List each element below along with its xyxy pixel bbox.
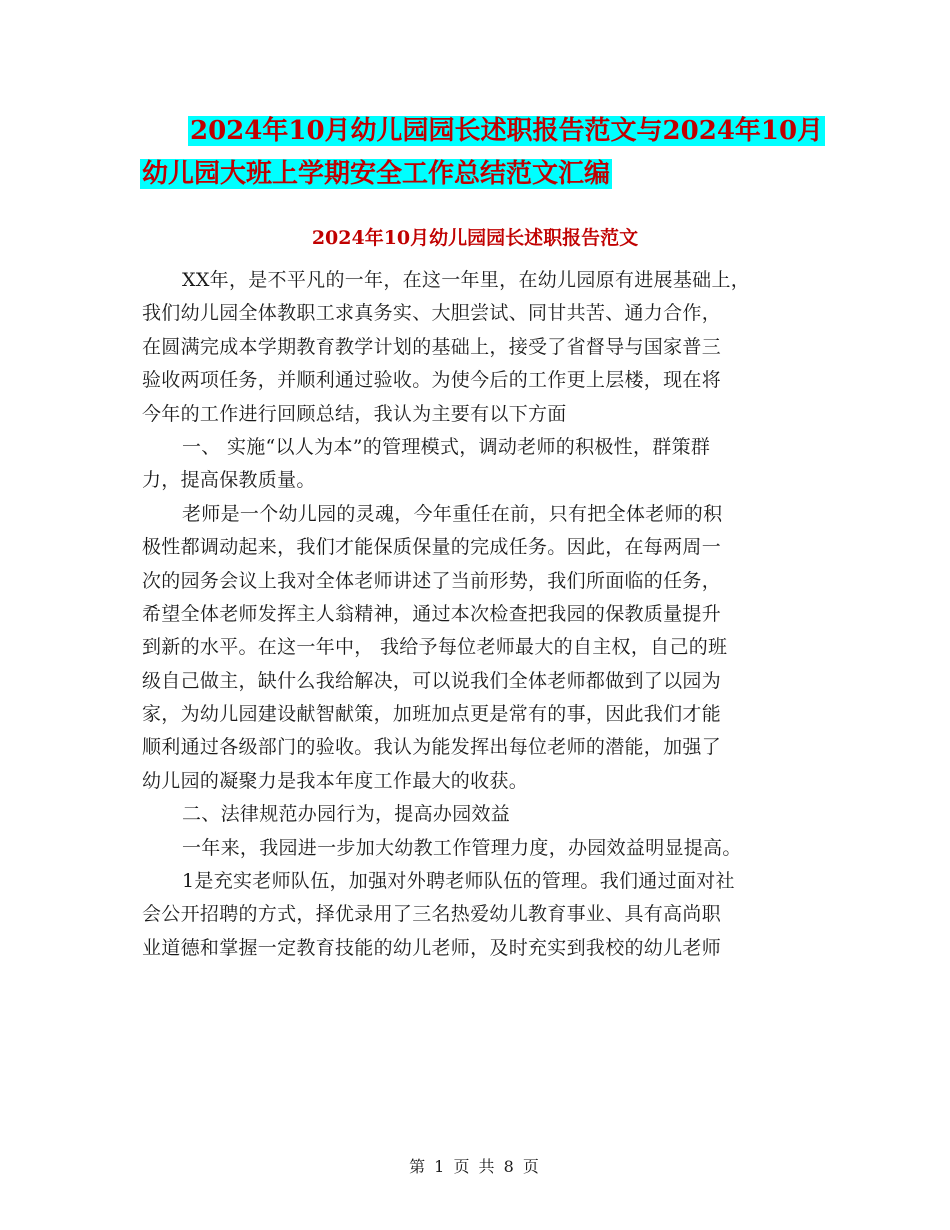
text-line: 幼儿园的凝聚力是我本年度工作最大的收获。 — [142, 769, 529, 792]
text-line: 次的园务会议上我对全体老师讲述了当前形势，我们所面临的任务， — [142, 569, 722, 592]
text-line: 极性都调动起来，我们才能保质保量的完成任务。因此，在每两周一 — [142, 536, 722, 559]
document-title — [140, 110, 824, 196]
section-heading: 2024年10月幼儿园园长述职报告范文 — [311, 227, 639, 249]
title-line-1 — [188, 110, 824, 153]
text-line: 验收两项任务，并顺利通过验收。为使今后的工作更上层楼，现在将 — [142, 369, 722, 392]
text-line: 一年来，我园进一步加大幼教工作管理力度，办园效益明显提高。 — [182, 836, 742, 859]
text-line: 家，为幼儿园建设献智献策，加班加点更是常有的事，因此我们才能 — [142, 703, 722, 726]
text-line: XX年，是不平凡的一年，在这一年里，在幼儿园原有进展基础上， — [182, 269, 751, 291]
text-line: 希望全体老师发挥主人翁精神，通过本次检查把我园的保教质量提升 — [142, 602, 722, 625]
text-line: 力，提高保教质量。 — [142, 469, 316, 492]
text-line: 业道德和掌握一定教育技能的幼儿老师，及时充实到我校的幼儿老师 — [142, 936, 722, 959]
text-line: 顺利通过各级部门的验收。我认为能发挥出每位老师的潜能，加强了 — [142, 736, 722, 759]
title-highlight-1: 2024年10月幼儿园园长述职报告范文与2024年10月 — [190, 116, 824, 146]
text-line: 级自己做主，缺什么我给解决，可以说我们全体老师都做到了以园为 — [142, 669, 722, 692]
text-line: 会公开招聘的方式，择优录用了三名热爱幼儿教育事业、具有高尚职 — [142, 903, 722, 926]
text-line: 老师是一个幼儿园的灵魂，今年重任在前，只有把全体老师的积 — [182, 502, 723, 525]
text-line: 到新的水平。在这一年中， 我给予每位老师最大的自主权，自己的班 — [142, 636, 728, 659]
page-number-footer: 第 1 页 共 8 页 — [409, 1157, 541, 1176]
text-line: 今年的工作进行回顾总结，我认为主要有以下方面 — [142, 402, 567, 425]
text-line: 我们幼儿园全体教职工求真务实、大胆尝试、同甘共苦、通力合作， — [142, 302, 722, 325]
document-body — [142, 264, 810, 965]
text-line: 在圆满完成本学期教育教学计划的基础上，接受了省督导与国家普三 — [142, 335, 722, 358]
text-line: 一、 实施“以人为本”的管理模式，调动老师的积极性，群策群 — [182, 435, 711, 458]
text-line: 1是充实老师队伍，加强对外聘老师队伍的管理。我们通过面对社 — [182, 870, 735, 893]
title-line-2 — [140, 153, 820, 196]
title-highlight-2: 幼儿园大班上学期安全工作总结范文汇编 — [142, 159, 611, 189]
text-line: 二、法律规范办园行为，提高办园效益 — [182, 803, 511, 826]
